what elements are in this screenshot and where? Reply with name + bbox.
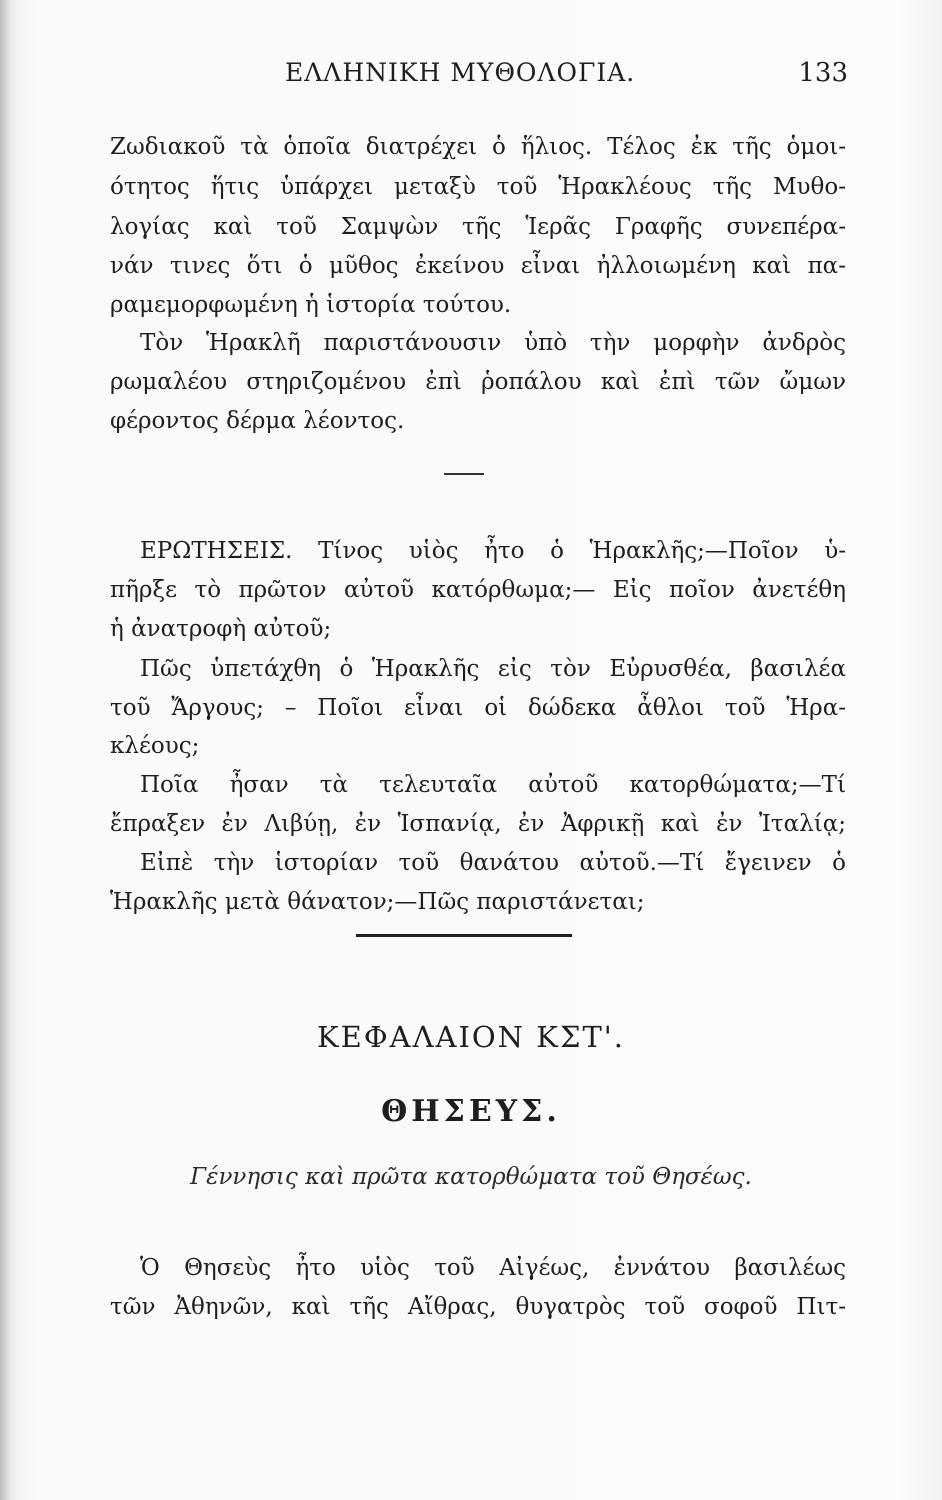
question-line: κλέους;: [110, 733, 200, 759]
page-header: [110, 58, 848, 98]
text-line: φέροντος δέρμα λέοντος.: [110, 408, 405, 434]
text-line: ραμεμορφωμένη ἡ ἱστορία τούτου.: [110, 292, 512, 318]
question-line: ἔπραξεν ἐν Λιβύῃ, ἐν Ἱσπανίᾳ, ἐν Ἀφρικῇ καὶ ἐν Ἰταλίᾳ;: [110, 811, 846, 837]
question-line: Εἰπὲ τὴν ἱστορίαν τοῦ θανάτου αὐτοῦ.—Τί ἔγεινεν ὁ: [140, 850, 846, 876]
page-number: 133: [798, 58, 848, 88]
section-heading: ΘΗΣΕΥΣ.: [381, 1094, 561, 1129]
text-line: Τὸν Ἡρακλῆ παριστάνουσιν ὑπὸ τὴν μορφὴν ἀνδρὸς: [140, 330, 846, 356]
question-line: τοῦ Ἄργους; – Ποῖοι εἶναι οἱ δώδεκα ἆθλοι τοῦ Ἡρα-: [110, 695, 846, 721]
text-line: τῶν Ἀθηνῶν, καὶ τῆς Αἴθρας, θυγατρὸς τοῦ σοφοῦ Πιτ-: [110, 1294, 846, 1320]
text-line: νάν τινες ὅτι ὁ μῦθος ἐκείνου εἶναι ἠλλοιωμένη καὶ πα-: [110, 253, 846, 279]
text-line: Ζωδιακοῦ τὰ ὁποῖα διατρέχει ὁ ἥλιος. Τέλος ἐκ τῆς ὁμοι-: [110, 134, 846, 160]
chapter-title: ΚΕΦΑΛΑΙΟΝ ΚΣΤ'.: [317, 1020, 625, 1054]
text-line: Ὁ Θησεὺς ἦτο υἱὸς τοῦ Αἰγέως, ἐννάτου βασιλέως: [140, 1255, 846, 1281]
question-line: Ἡρακλῆς μετὰ θάνατον;—Πῶς παριστάνεται;: [110, 889, 645, 915]
text-line: λογίας καὶ τοῦ Σαμψὼν τῆς Ἱερᾶς Γραφῆς συνεπέρα-: [110, 214, 846, 240]
question-line: Πῶς ὑπετάχθη ὁ Ἡρακλῆς εἰς τὸν Εὐρυσθέα, βασιλέα: [140, 656, 846, 682]
chapter-divider: [356, 934, 572, 937]
running-title: ΕΛΛΗΝΙΚΗ ΜΥΘΟΛΟΓΙΑ.: [285, 58, 636, 87]
question-line: πῆρξε τὸ πρῶτον αὐτοῦ κατόρθωμα;— Εἰς ποῖον ἀνετέθη: [110, 577, 846, 603]
text-line: ρωμαλέου στηριζομένου ἐπὶ ῥοπάλου καὶ ἐπὶ τῶν ὤμων: [110, 369, 846, 395]
question-line: Ποῖα ἦσαν τὰ τελευταῖα αὐτοῦ κατορθώματα;—Τί: [140, 772, 846, 798]
question-line: ΕΡΩΤΗΣΕΙΣ. Τίνος υἱὸς ἦτο ὁ Ἡρακλῆς;—Ποῖον ὑ-: [140, 538, 846, 564]
text-line: ότητος ἥτις ὑπάρχει μεταξὺ τοῦ Ἡρακλέους τῆς Μυθο-: [110, 174, 846, 200]
page-spine-shadow: [0, 0, 10, 1500]
section-divider: [444, 473, 484, 475]
section-subtitle: Γέννησις καὶ πρῶτα κατορθώματα τοῦ Θησέως.: [190, 1164, 752, 1190]
question-line: ἡ ἀνατροφὴ αὐτοῦ;: [110, 616, 332, 642]
